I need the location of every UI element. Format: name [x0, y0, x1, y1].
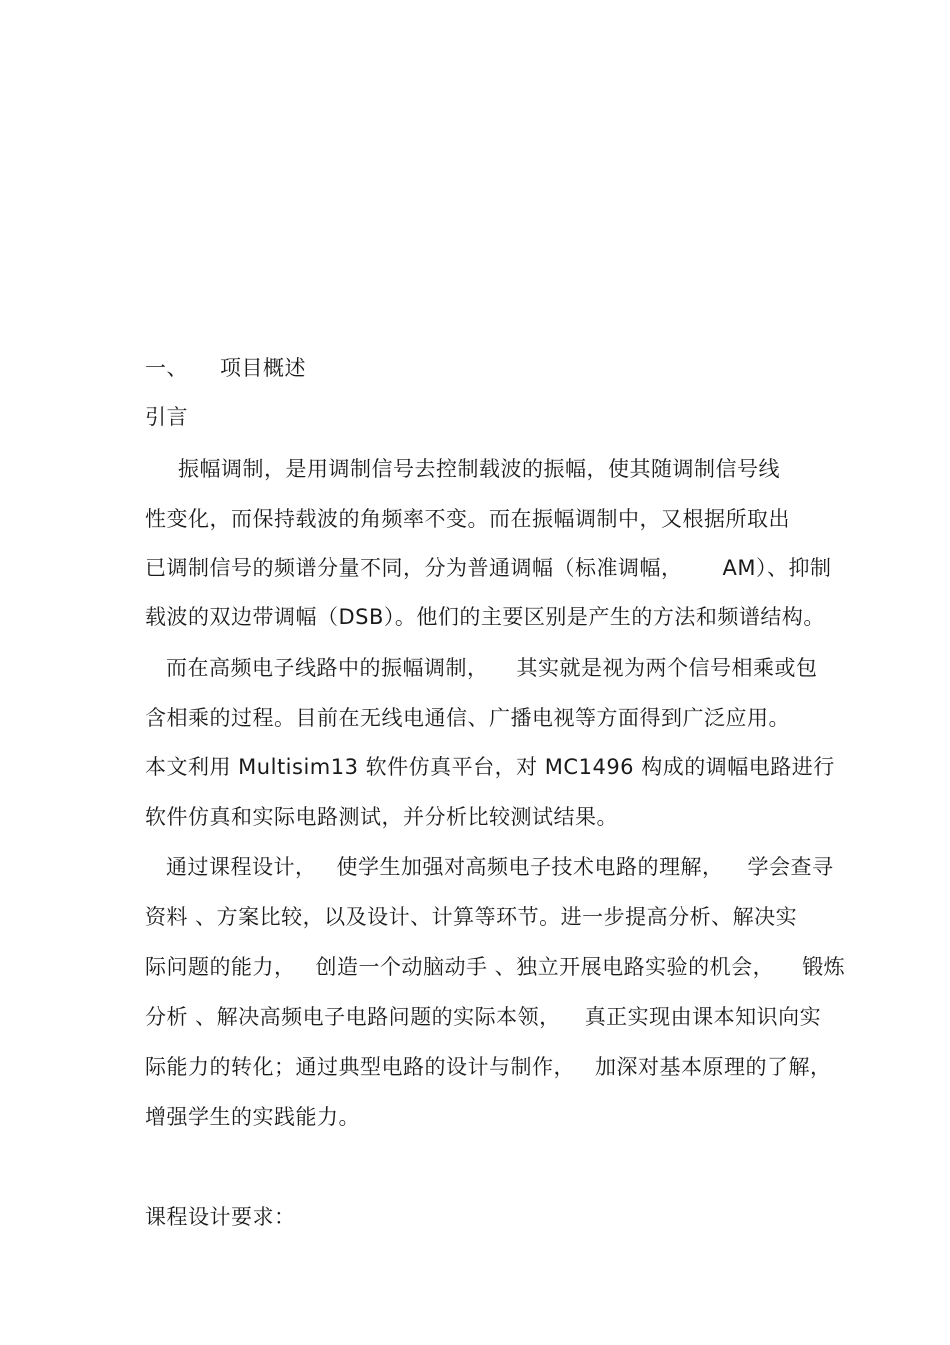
para3-line1-part3: 学会查寻	[747, 855, 834, 879]
para3-line1	[166, 853, 834, 881]
para2-line3: 本文利用 Multisim13 软件仿真平台，对 MC1496 构成的调幅电路进行	[145, 755, 835, 779]
para2-line1-part2: 其实就是视为两个信号相乘或包	[516, 656, 818, 680]
para3-line5-part2: 加深对基本原理的了解，	[595, 1055, 832, 1079]
para1-line2: 性变化，而保持载波的角频率不变。而在振幅调制中，又根据所取出	[145, 507, 790, 531]
para3-line3	[145, 953, 845, 981]
para3-line2: 资料 、方案比较，以及设计、计算等环节。进一步提高分析、解决实	[145, 905, 798, 929]
subheading-intro: 引言	[145, 405, 188, 429]
para3-line5-part1: 际能力的转化；通过典型电路的设计与制作，	[145, 1055, 575, 1079]
para1-line3	[145, 554, 831, 582]
para1-line3-part2: AM）、抑制	[722, 556, 832, 580]
para3-line4	[145, 1003, 821, 1031]
para3-line3-part2: 创造一个动脑动手 、独立开展电路实验的机会，	[315, 955, 775, 979]
para3-line3-part3: 锻炼	[802, 955, 846, 979]
para3-line3-part1: 际问题的能力，	[145, 955, 296, 979]
requirements-heading: 课程设计要求：	[145, 1205, 296, 1229]
section-number: 一、	[145, 356, 188, 380]
section-title: 项目概述	[220, 356, 306, 380]
section-heading	[145, 354, 306, 382]
para3-line4-part1: 分析 、解决高频电子电路问题的实际本领，	[145, 1005, 561, 1029]
para3-line6: 增强学生的实践能力。	[145, 1105, 360, 1129]
para1-line4: 载波的双边带调幅（DSB）。他们的主要区别是产生的方法和频谱结构。	[145, 605, 825, 629]
para3-line5	[145, 1053, 832, 1081]
para3-line1-part1: 通过课程设计，	[166, 855, 317, 879]
para1-line1: 振幅调制，是用调制信号去控制载波的振幅，使其随调制信号线	[178, 457, 780, 481]
para2-line4: 软件仿真和实际电路测试，并分析比较测试结果。	[145, 805, 618, 829]
para1-line3-part1: 已调制信号的频谱分量不同，分为普通调幅（标准调幅，	[145, 556, 683, 580]
para3-line1-part2: 使学生加强对高频电子技术电路的理解，	[336, 855, 724, 879]
para3-line4-part2: 真正实现由课本知识向实	[584, 1005, 822, 1029]
para2-line1	[166, 654, 818, 682]
para2-line2: 含相乘的过程。目前在无线电通信、广播电视等方面得到广泛应用。	[145, 706, 790, 730]
para2-line1-part1: 而在高频电子线路中的振幅调制，	[166, 656, 489, 680]
